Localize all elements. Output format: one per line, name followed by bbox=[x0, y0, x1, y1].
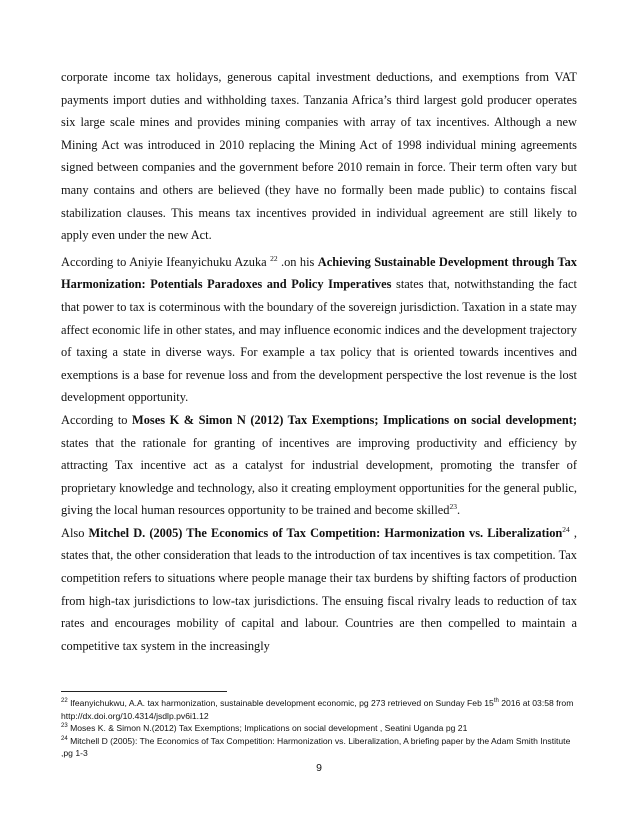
footnote-ref-24[interactable]: 24 bbox=[562, 524, 570, 534]
paragraph-3-lead: According to bbox=[61, 412, 132, 427]
paragraph-3-end: . bbox=[456, 503, 461, 518]
footnote-number: 23 bbox=[61, 723, 68, 730]
paragraph-3 bbox=[61, 409, 577, 522]
footnote-text: Mitchell D (2005): The Economics of Tax Competition: Harmonization vs. Liberalization, A briefing paper by the Adam Smith Institute ,pg 1-3 bbox=[61, 735, 571, 758]
paragraph-4-rest: , states that, the other consideration that leads to the introduction of tax incentives is tax competition. Tax competition refers to situations where people manage their tax burdens by shifting factors of production from high-tax jurisdictions to low-tax jurisdictions. The ensuing fiscal rivalry leads to reduction of tax rates and encourages mobility of capital and labour. Countries are then compelled to maintain a competitive tax system in the increasingly bbox=[61, 525, 577, 653]
footnote-ordinal-suffix: th bbox=[493, 698, 499, 705]
paragraph-2 bbox=[61, 251, 577, 409]
footnote-ref-23[interactable]: 23 bbox=[449, 502, 457, 512]
footnote-separator bbox=[61, 691, 227, 692]
cited-work-title-22: Achieving Sustainable Development through Tax Harmonization: Potentials Paradoxes and Policy Imperatives bbox=[61, 254, 578, 292]
cited-work-title-24: Mitchel D. (2005) The Economics of Tax Competition: Harmonization vs. Liberalization bbox=[88, 525, 563, 540]
paragraph-2-lead: According to Aniyie Ifeanyichuku Azuka bbox=[61, 254, 271, 269]
footnote-text-continued: 2016 at 03:58 from http://dx.doi.org/10.4314/jsdlp.pv6i1.12 bbox=[61, 698, 574, 721]
footnote-text: Moses K. & Simon N.(2012) Tax Exemptions; Implications on social development , Seatini Uganda pg 21 bbox=[67, 723, 468, 733]
paragraph-4-lead: Also bbox=[61, 525, 89, 540]
cited-work-title-23: Moses K & Simon N (2012) Tax Exemptions; Implications on social development; bbox=[132, 412, 577, 427]
paragraph-1: corporate income tax holidays, generous capital investment deductions, and exemptions from VAT payments import duties and withholding taxes. Tanzania Africa’s third largest gold producer operates six large scale mines and provides mining companies with array of tax incentives. Although a new Mining Act was introduced in 2010 replacing the Mining Act of 1998 individual mining agreements signed between companies and the government before 2010 remain in force. Their term often vary but many contains and others are believed (they have no formally been made public) to contains fiscal stabilization clauses. This means tax incentives provided in individual agreement are still likely to apply even under the new Act. bbox=[61, 70, 577, 243]
paragraph-2-rest: states that, notwithstanding the fact that power to tax is coterminous with the boundary of the sovereign jurisdiction. Taxation in a state may affect economic life in other states, and may influence economic indices and the development trajectory of taxing a state in diverse ways. For example a tax policy that is oriented towards incentives and exemptions is a base for revenue loss and from the development perspective the lost revenue is the lost development opportunity. bbox=[61, 277, 577, 405]
footnotes bbox=[61, 697, 581, 760]
page-number: 9 bbox=[316, 762, 322, 774]
body-text bbox=[61, 66, 577, 657]
footnote-text: Ifeanyichukwu, A.A. tax harmonization, sustainable development economic, pg 273 retrieved on Sunday Feb 15 bbox=[67, 698, 494, 708]
paragraph-4 bbox=[61, 522, 577, 658]
footnote-number: 24 bbox=[61, 735, 68, 742]
footnote-23 bbox=[61, 722, 581, 735]
footnote-ref-22[interactable]: 22 bbox=[270, 253, 278, 263]
paragraph-2-mid: .on his bbox=[277, 254, 318, 269]
paragraph-3-rest: states that the rationale for granting of incentives are improving productivity and efficiency by attracting Tax incentive act as a catalyst for industrial development, promoting the transfer of proprietary knowledge and technology, also it creating employment opportunities for the general public, giving the local human resources opportunity to be trained and become skilled bbox=[61, 435, 578, 518]
footnote-24 bbox=[61, 735, 581, 760]
footnote-22 bbox=[61, 697, 581, 722]
footnote-number: 22 bbox=[61, 698, 68, 705]
